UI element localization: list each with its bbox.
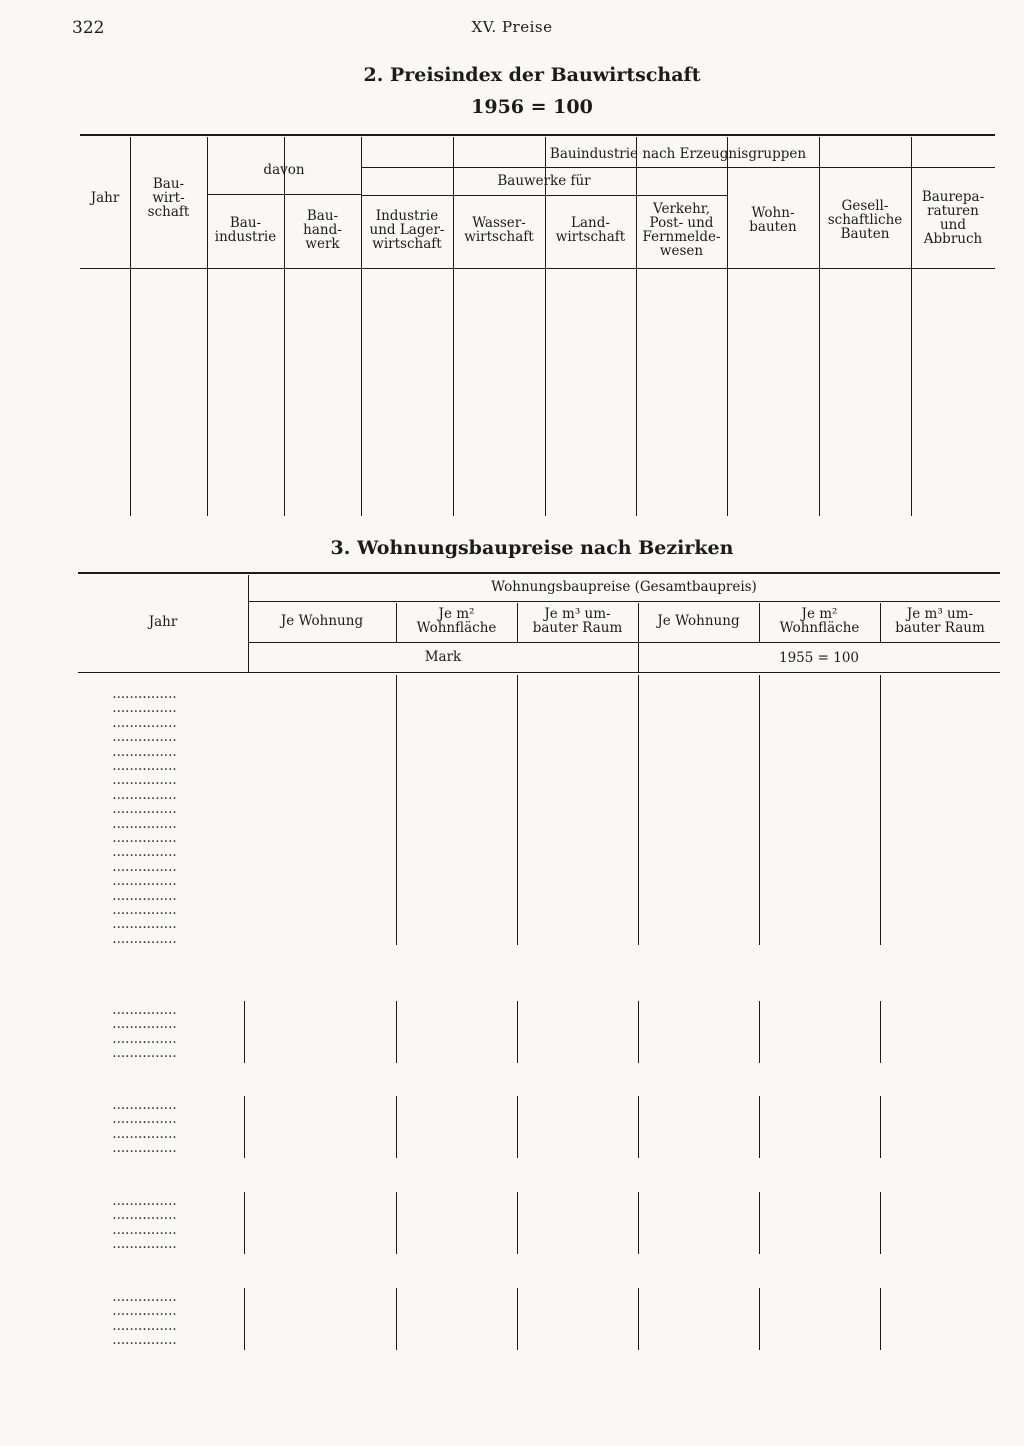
- header-erzeugnisgruppen: Bauindustrie nach Erzeugnisgruppen: [549, 146, 807, 162]
- bezirk-column-rule: [880, 1288, 881, 1350]
- leader-dots: ...............: [108, 1317, 177, 1334]
- header-bauwerke-fuer: Bauwerke für: [497, 173, 591, 189]
- leader-dots: ...............: [108, 1332, 177, 1349]
- running-head: XV. Preise: [471, 18, 553, 36]
- leader-dots: ...............: [108, 1221, 177, 1238]
- bezirk-column-rule: [517, 1288, 518, 1350]
- leader-dots: ...............: [108, 1207, 177, 1224]
- bezirk-column-rule: [244, 1096, 245, 1158]
- header-davon: davon: [263, 162, 305, 178]
- leader-dots: ...............: [108, 1016, 177, 1033]
- bezirk-column-rule: [244, 1192, 245, 1254]
- gruppen-rule: [361, 167, 995, 168]
- leader-dots: ...............: [108, 1140, 177, 1157]
- table3-column-rule: [759, 675, 760, 945]
- table3-top-rule: [78, 572, 1000, 574]
- leader-dots: ...............: [108, 830, 177, 846]
- leader-dots: ...............: [108, 1030, 177, 1047]
- davon-rule: [207, 194, 361, 195]
- table3-title: 3. Wohnungsbaupreise nach Bezirken: [330, 537, 734, 559]
- bezirk-column-rule: [759, 1001, 760, 1063]
- leader-dots: ...............: [108, 902, 177, 918]
- leader-dots: ...............: [108, 786, 177, 803]
- bezirk-column-rule: [638, 1001, 639, 1063]
- table3-column-rule: [396, 675, 397, 945]
- leader-dots: ...............: [108, 758, 177, 774]
- table3-column-rule: [638, 675, 639, 945]
- bauwerke-rule: [361, 195, 727, 196]
- group-rule: [248, 601, 1000, 602]
- header-wohnbauten: Wohn- bauten: [749, 205, 797, 235]
- leader-dots: ...............: [108, 1236, 177, 1253]
- table2-subtitle: 1956 = 100: [471, 96, 593, 118]
- leader-dots: ...............: [108, 858, 177, 875]
- bezirk-column-rule: [759, 1096, 760, 1158]
- header-bauwirtschaft: Bau- wirt- schaft: [147, 176, 190, 220]
- leader-dots: ...............: [108, 686, 177, 702]
- leader-dots: ...............: [108, 1193, 177, 1209]
- leader-dots: ...............: [108, 930, 177, 947]
- header-je-m3: Je m³ um- bauter Raum: [532, 606, 623, 636]
- bezirk-column-rule: [396, 1192, 397, 1254]
- header-je-wohnung: Je Wohnung: [280, 613, 364, 629]
- table3-header-rule: [78, 672, 1000, 673]
- leader-dots: ...............: [108, 1002, 177, 1018]
- leader-dots: ...............: [108, 887, 177, 904]
- bezirk-column-rule: [759, 1288, 760, 1350]
- table2-column-rule: [636, 137, 637, 516]
- table2-column-rule: [545, 137, 546, 516]
- bezirk-column-rule: [880, 1192, 881, 1254]
- leader-dots: ...............: [108, 916, 177, 933]
- header-bauereparaturen: Baurepa- raturen und Abbruch: [921, 189, 985, 247]
- header-bauhandwerk: Bau- hand- werk: [303, 208, 342, 252]
- leader-dots: ...............: [108, 873, 177, 890]
- header-jahr: Jahr: [90, 190, 120, 206]
- leader-dots: ...............: [108, 844, 177, 861]
- bezirk-column-rule: [244, 1001, 245, 1063]
- leader-dots: ...............: [108, 815, 177, 832]
- leader-dots: ...............: [108, 743, 177, 760]
- table2-column-rule: [819, 137, 820, 516]
- page-number: 322: [72, 18, 105, 38]
- bezirk-column-rule: [396, 1096, 397, 1158]
- header-gesamtbaupreis: Wohnungsbaupreise (Gesamtbaupreis): [491, 579, 757, 595]
- leader-dots: ...............: [108, 1111, 177, 1128]
- header-gesellschaftliche-bauten: Gesell- schaftliche Bauten: [827, 198, 903, 242]
- table2-column-rule: [453, 137, 454, 516]
- leader-dots: ...............: [108, 729, 177, 746]
- leader-dots: ...............: [108, 1125, 177, 1142]
- header-bauindustrie: Bau- industrie: [214, 215, 277, 245]
- header-je-m3-index: Je m³ um- bauter Raum: [895, 606, 985, 636]
- leader-dots: ...............: [108, 1097, 177, 1113]
- table3-column-rule: [880, 675, 881, 945]
- header-je-m2: Je m² Wohnfläche: [416, 606, 497, 636]
- table2-top-rule: [80, 134, 995, 136]
- header-verkehr: Verkehr, Post- und Fernmelde- wesen: [642, 201, 721, 259]
- header-landwirtschaft: Land- wirtschaft: [555, 215, 626, 245]
- table3-column-rule: [517, 675, 518, 945]
- table2-title: 2. Preisindex der Bauwirtschaft: [363, 64, 701, 86]
- leader-dots: ...............: [108, 1045, 177, 1062]
- bezirk-column-rule: [396, 1288, 397, 1350]
- leader-dots: ...............: [108, 801, 177, 818]
- header-je-wohnung-index: Je Wohnung: [657, 613, 740, 629]
- table2-column-rule: [361, 137, 362, 516]
- header-industrie: Industrie und Lager- wirtschaft: [369, 208, 445, 252]
- bezirk-column-rule: [244, 1288, 245, 1350]
- bezirk-column-rule: [396, 1001, 397, 1063]
- bezirk-column-rule: [880, 1001, 881, 1063]
- bezirk-column-rule: [638, 1096, 639, 1158]
- header-wasserwirtschaft: Wasser- wirtschaft: [464, 215, 534, 245]
- bezirk-column-rule: [638, 1288, 639, 1350]
- bezirk-column-rule: [638, 1192, 639, 1254]
- leader-dots: ...............: [108, 1303, 177, 1320]
- leader-dots: ...............: [108, 700, 177, 717]
- bezirk-column-rule: [517, 1096, 518, 1158]
- bezirk-column-rule: [759, 1192, 760, 1254]
- leader-dots: ...............: [108, 714, 177, 731]
- bezirk-column-rule: [517, 1192, 518, 1254]
- leader-dots: ...............: [108, 1289, 177, 1305]
- subheader-rule: [248, 642, 1000, 643]
- bezirk-column-rule: [517, 1001, 518, 1063]
- table2-column-rule: [727, 137, 728, 516]
- header-je-m2-index: Je m² Wohnfläche: [779, 606, 860, 636]
- bezirk-column-rule: [880, 1096, 881, 1158]
- leader-dots: ...............: [108, 772, 177, 789]
- table2-header-rule: [80, 268, 995, 269]
- header-index-base: 1955 = 100: [778, 650, 860, 666]
- header-jahr: Jahr: [148, 614, 178, 630]
- header-mark: Mark: [424, 649, 462, 665]
